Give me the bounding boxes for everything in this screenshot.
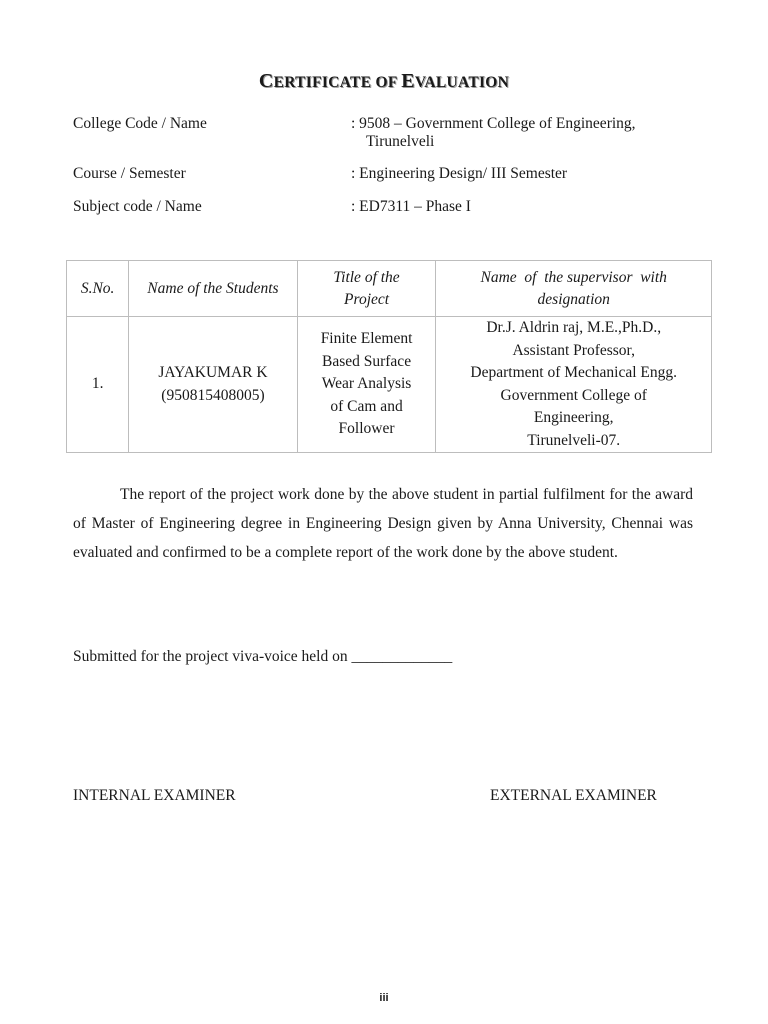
- table-header-row: [67, 261, 712, 317]
- cell-project-title: Finite Element Based Surface Wear Analysis of Cam and Follower: [297, 317, 436, 453]
- subject-value: : ED7311 – Phase I: [351, 198, 471, 215]
- header-supervisor: Name of the supervisor with designation: [436, 261, 712, 317]
- course-label: Course / Semester: [73, 165, 186, 182]
- header-sno: S.No.: [67, 261, 129, 317]
- college-label: College Code / Name: [73, 115, 207, 132]
- submitted-line: Submitted for the project viva-voice held on _____________: [73, 648, 453, 665]
- header-student-name: Name of the Students: [129, 261, 297, 317]
- page-title: CERTIFICATE OF EVALUATION: [258, 70, 510, 92]
- cell-sno: 1.: [67, 317, 129, 453]
- header-project-title: Title of the Project: [297, 261, 436, 317]
- internal-examiner: INTERNAL EXAMINER: [73, 787, 236, 804]
- college-value: : 9508 – Government College of Engineering, Tirunelveli: [351, 115, 636, 150]
- cell-supervisor: Dr.J. Aldrin raj, M.E.,Ph.D., Assistant Professor, Department of Mechanical Engg. Government College of Engineering, Tirunelveli-07.: [436, 317, 712, 453]
- evaluation-paragraph: The report of the project work done by the above student in partial fulfilment for the award of Master of Engineering degree in Engineering Design given by Anna University, Chennai was evaluated and confirmed to be a complete report of the work done by the above student.: [73, 486, 693, 561]
- course-value: : Engineering Design/ III Semester: [351, 165, 568, 182]
- cell-student-name: JAYAKUMAR K (950815408005): [129, 317, 297, 453]
- page-number: iii: [379, 992, 389, 1004]
- students-table: [66, 260, 712, 453]
- subject-label: Subject code / Name: [73, 198, 202, 215]
- table-row: [67, 317, 712, 453]
- external-examiner: EXTERNAL EXAMINER: [490, 787, 657, 804]
